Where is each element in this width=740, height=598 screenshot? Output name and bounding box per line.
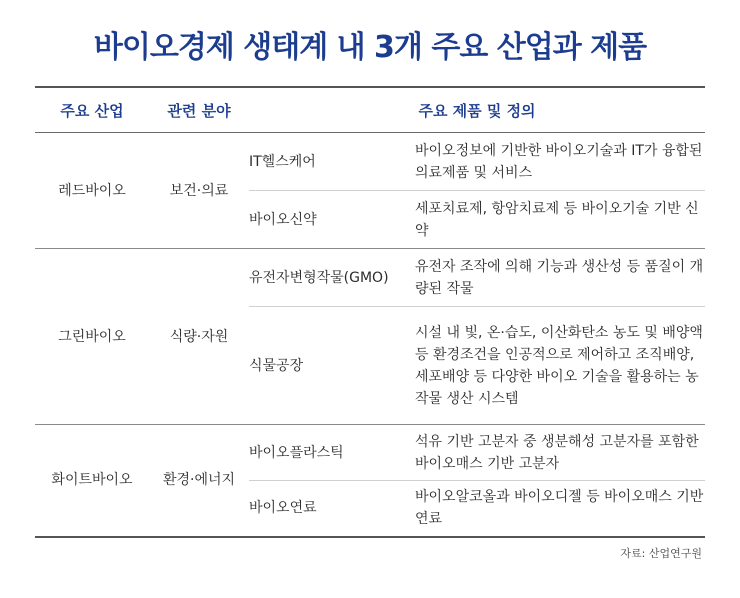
industry-cell: 레드바이오	[35, 133, 149, 249]
industry-cell: 화이트바이오	[35, 425, 149, 537]
industry-cell: 그린바이오	[35, 249, 149, 425]
definition-cell: 시설 내 빛, 온·습도, 이산화탄소 농도 및 배양액 등 환경조건을 인공적으로 제어하고 조직배양, 세포배양 등 다양한 바이오 기술을 활용하는 농작물 생산 시스템	[415, 307, 705, 425]
source-note: 자료: 산업연구원	[620, 547, 702, 560]
table-row	[35, 249, 705, 307]
definition-cell: 유전자 조작에 의해 기능과 생산성 등 품질이 개량된 작물	[415, 249, 705, 307]
definition-cell: 바이오정보에 기반한 바이오기술과 IT가 융합된 의료제품 및 서비스	[415, 133, 705, 191]
industry-table	[35, 86, 705, 538]
table-row	[35, 133, 705, 191]
table-header-row	[35, 87, 705, 133]
field-cell: 식량·자원	[149, 249, 249, 425]
field-cell: 보건·의료	[149, 133, 249, 249]
product-cell: 식물공장	[249, 307, 415, 425]
page-title: 바이오경제 생태계 내 3개 주요 산업과 제품	[93, 30, 647, 65]
definition-cell: 바이오알코올과 바이오디젤 등 바이오매스 기반 연료	[415, 481, 705, 537]
product-cell: 바이오플라스틱	[249, 425, 415, 481]
product-cell: IT헬스케어	[249, 133, 415, 191]
definition-cell: 세포치료제, 항암치료제 등 바이오기술 기반 신약	[415, 191, 705, 249]
field-cell: 환경·에너지	[149, 425, 249, 537]
definition-cell: 석유 기반 고분자 중 생분해성 고분자를 포함한 바이오매스 기반 고분자	[415, 425, 705, 481]
product-cell: 유전자변형작물(GMO)	[249, 249, 415, 307]
header-field: 관련 분야	[149, 87, 249, 133]
header-products: 주요 제품 및 정의	[249, 87, 705, 133]
product-cell: 바이오연료	[249, 481, 415, 537]
product-cell: 바이오신약	[249, 191, 415, 249]
header-industry: 주요 산업	[35, 87, 149, 133]
table-row	[35, 425, 705, 481]
